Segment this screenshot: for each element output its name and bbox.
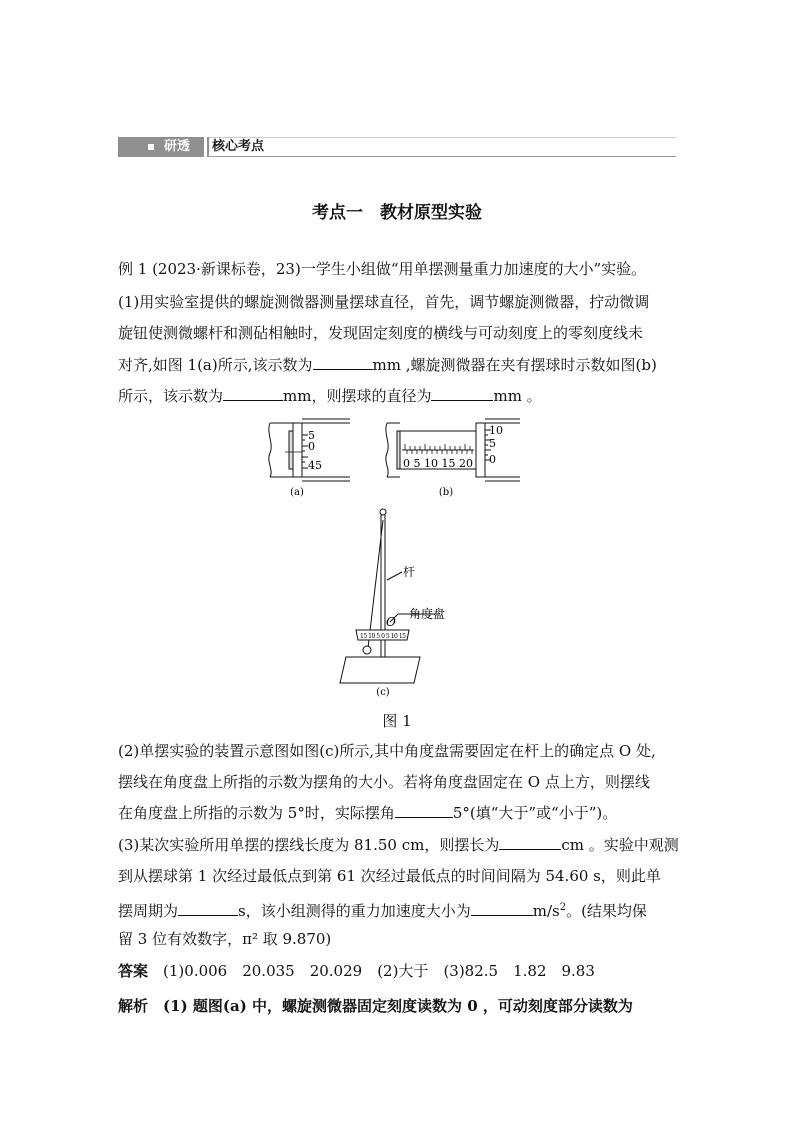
- tick-label: 5: [489, 437, 496, 450]
- text-segment: s，该小组测得的重力加速度大小为: [238, 902, 471, 920]
- question3-line3: [118, 898, 678, 921]
- text-segment: m/s: [532, 902, 560, 920]
- answer-line: [118, 961, 678, 981]
- question2-line1: (2)单摆实验的装置示意图如图(c)所示,其中角度盘需要固定在杆上的确定点 O 处,: [118, 742, 656, 760]
- figure-label-c: (c): [376, 687, 390, 698]
- question1-line1: (1)用实验室提供的螺旋测微器测量摆球直径，首先，调节螺旋测微器，拧动微调: [118, 293, 650, 311]
- question3-line2: 到从摆球第 1 次经过最低点到第 61 次经过最低点的时间间隔为 54.60 s，则此单: [118, 867, 661, 885]
- text-segment: mm，则摆球的直径为: [283, 387, 432, 405]
- question1-line2: 旋钮使测微螺杆和测砧相触时，发现固定刻度的横线与可动刻度上的零刻度线未: [118, 324, 644, 342]
- tick-label: 0: [308, 440, 315, 453]
- text-segment: 在角度盘上所指的示数为 5°时，实际摆角: [118, 804, 395, 822]
- question2-line3: [118, 803, 678, 823]
- text-segment: (3)某次实验所用单摆的摆线长度为 81.50 cm，则摆长为: [118, 836, 500, 854]
- answer-blank[interactable]: [178, 901, 238, 916]
- answer-label: 答案: [118, 962, 149, 980]
- section-tag-label: 研透: [164, 139, 191, 154]
- answer-blank[interactable]: [395, 803, 453, 818]
- answer-blank[interactable]: [499, 835, 561, 850]
- analysis-label: 解析: [118, 997, 149, 1015]
- example-intro: 例 1 (2023·新课标卷，23)一学生小组做“用单摆测量重力加速度的大小”实验。: [118, 260, 647, 278]
- figure-label-a: (a): [290, 487, 304, 498]
- tick-label: 45: [308, 459, 322, 472]
- rod-label: 杆: [403, 565, 416, 579]
- text-segment: 摆周期为: [118, 902, 179, 920]
- pendulum-apparatus: [340, 509, 440, 683]
- text-segment: 。(结果均保: [566, 902, 647, 920]
- dial-label: 角度盘: [409, 607, 446, 621]
- dial-numbers: 15 10 5 0 5 10 15: [360, 633, 406, 640]
- unit-exponent: 2: [559, 902, 567, 913]
- text-segment: cm 。实验中观测: [561, 836, 679, 854]
- answer-text: (1)0.006 20.035 20.029 (2)大于 (3)82.5 1.82 9.83: [163, 962, 595, 980]
- tick-label: 10: [489, 424, 503, 437]
- main-scale-label: 0 5 10 15 20: [403, 457, 473, 470]
- tick-label: 0: [489, 453, 496, 466]
- point-o-label: O: [386, 615, 396, 629]
- text-segment: 所示，该示数为: [118, 387, 224, 405]
- question3-line4: 留 3 位有效数字，π² 取 9.870): [118, 930, 332, 948]
- text-segment: mm ,螺旋测微器在夹有摆球时示数如图(b): [372, 356, 657, 374]
- section-title: 核心考点: [212, 139, 265, 154]
- tick-label: 5: [308, 429, 315, 442]
- main-scale-ticks: [405, 444, 472, 454]
- text-segment: 5°(填“大于”或“小于”)。: [452, 804, 618, 822]
- figure-caption: 图 1: [382, 712, 412, 730]
- analysis-line: [118, 996, 678, 1016]
- text-segment: 对齐,如图 1(a)所示,该示数为: [118, 356, 313, 374]
- text-segment: mm 。: [493, 387, 542, 405]
- page-title: 考点一 教材原型实验: [312, 203, 482, 223]
- analysis-text: (1) 题图(a) 中，螺旋测微器固定刻度读数为 0 ，可动刻度部分读数为: [163, 997, 633, 1015]
- answer-blank[interactable]: [471, 901, 533, 916]
- figure-label-b: (b): [438, 487, 454, 498]
- question2-line2: 摆线在角度盘上所指的示数为摆角的大小。若将角度盘固定在 O 点上方，则摆线: [118, 773, 650, 791]
- question3-line1: [118, 835, 678, 855]
